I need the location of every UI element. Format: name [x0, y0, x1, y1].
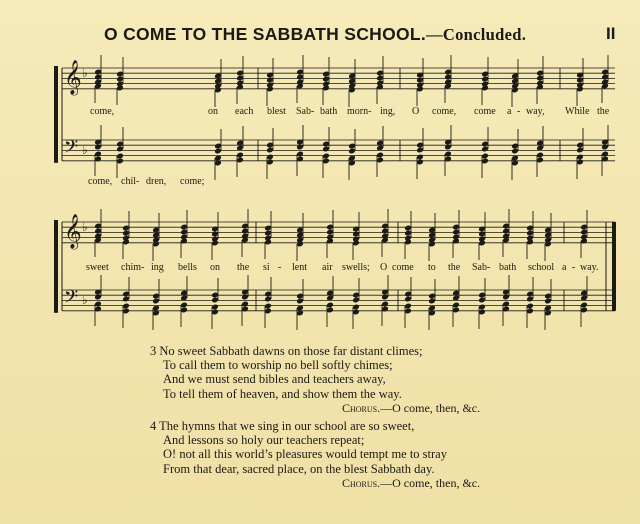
lyric: air: [322, 262, 333, 273]
verse-number: 4: [150, 419, 157, 433]
chorus-reference: Chorus.—O come, then, &c.: [342, 401, 481, 415]
lyric: way.: [580, 262, 599, 273]
verse-line: O! not all this world’s pleasures would tempt me to stray: [163, 447, 447, 462]
system-bracket: [54, 220, 58, 313]
lyric: O: [412, 106, 420, 117]
lyric: ing,: [380, 106, 396, 117]
lyric: chim-: [121, 262, 145, 273]
lyric: morn-: [347, 106, 372, 117]
treble-clef-icon: 𝄞: [64, 214, 82, 249]
verse-line: From that dear, sacred place, on the blest Sabbath day.: [163, 461, 435, 476]
lyric: on: [210, 262, 220, 273]
music-systems: [54, 55, 616, 330]
verse-line: To tell them of heaven, and show them the way.: [163, 386, 402, 401]
bass-clef-icon: 𝄢: [64, 137, 79, 162]
lyric: dren,: [146, 176, 167, 187]
lyric: the: [237, 262, 250, 273]
lyric: way,: [526, 106, 545, 117]
lyric: -: [517, 106, 521, 117]
lyric: lent: [292, 262, 307, 273]
flat-icon: ♭: [82, 293, 88, 307]
lyric: Sab-: [296, 106, 315, 117]
lyric: come: [474, 106, 496, 117]
lyric: each: [235, 106, 254, 117]
lyric: a: [507, 106, 512, 117]
system-bracket: [54, 66, 58, 163]
page-number: II: [606, 24, 616, 43]
lyric: bath: [499, 262, 517, 273]
verse-line: 4 The hymns that we sing in our school are so sweet,: [150, 419, 415, 433]
lyric: the: [597, 106, 610, 117]
chorus-reference: Chorus.—O come, then, &c.: [342, 476, 481, 490]
lyric: While: [565, 106, 590, 117]
verse-line: To call them to worship no bell softly chimes;: [163, 358, 393, 373]
verse-line: And we must send bibles and teachers away,: [163, 372, 386, 387]
flat-icon: ♭: [82, 66, 88, 80]
lyric: come;: [180, 176, 205, 187]
lyric: to: [428, 262, 436, 273]
flat-icon: ♭: [82, 220, 88, 234]
verses-2: [150, 419, 447, 476]
lyric: come: [392, 262, 414, 273]
lyric: ing: [151, 262, 164, 273]
lyric: -: [572, 262, 576, 273]
verse-4: [150, 419, 447, 476]
title-concluded: —Concluded.: [426, 25, 527, 44]
flat-icon: ♭: [82, 143, 88, 157]
verse-line: And lessons so holy our teachers repeat;: [163, 433, 365, 448]
lyric: chil-: [121, 176, 140, 187]
lyric: come,: [432, 106, 457, 117]
lyric: O: [380, 262, 388, 273]
lyric: school: [528, 262, 555, 273]
verses: [150, 344, 423, 401]
page-title: O COME TO THE SABBATH SCHOOL.—Concluded.: [104, 24, 527, 44]
lyric: on: [208, 106, 218, 117]
lyric: come,: [90, 106, 115, 117]
lyric: the: [448, 262, 461, 273]
bass-clef-icon: 𝄢: [64, 287, 79, 312]
verse-line: 3 No sweet Sabbath dawns on those far distant climes;: [150, 344, 423, 358]
lyric: a: [562, 262, 567, 273]
verse-number: 3: [150, 344, 157, 358]
lyric: bath: [320, 106, 338, 117]
lyric: si: [263, 262, 270, 273]
treble-clef-icon: 𝄞: [64, 60, 82, 95]
lyric: swells;: [342, 262, 370, 273]
lyric: bells: [178, 262, 197, 273]
lyric: sweet: [86, 262, 109, 273]
verse-3: [150, 344, 423, 401]
lyric: come,: [88, 176, 113, 187]
lyric: -: [278, 262, 282, 273]
final-barline: [612, 222, 616, 311]
lyric: Sab-: [472, 262, 491, 273]
lyric: blest: [267, 106, 286, 117]
